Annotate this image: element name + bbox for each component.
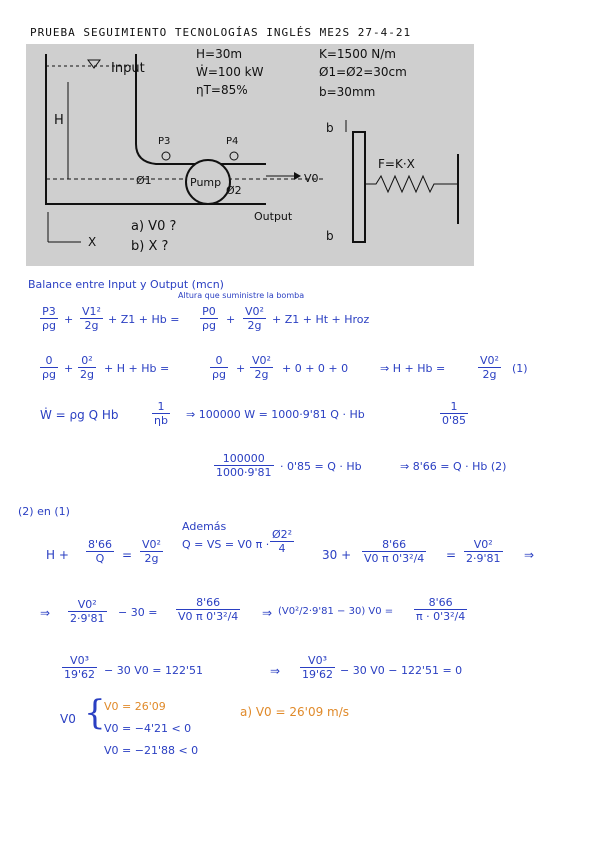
eq1-plus2: + (226, 313, 236, 326)
q-frac: $\frac{\text{Ø2²}}{4}$ (272, 528, 293, 555)
page-title: PRUEBA SEGUIMIENTO TECNOLOGÍAS INGLÉS ME2S 27-4-21 (30, 26, 412, 39)
eq2-frac-d: $\frac{\text{V0²}}{2g}$ (252, 354, 271, 381)
eq4-mid: · 0'85 = Q · Hb (280, 460, 362, 473)
eq2-result: ⇒ H + Hb = (380, 362, 446, 375)
eq1-frac-p3: $\frac{P3}{\rho g}$ (42, 305, 56, 332)
eq2-frac-c: $\frac{0}{\rho g}$ (212, 354, 226, 381)
q-expr: Q = VS = V0 π · (182, 538, 270, 551)
phi2-label: Ø2 (226, 184, 242, 197)
eq3-lhs: Ẇ = ρg Q Hb (40, 408, 119, 422)
b-label-top: b (326, 121, 334, 135)
eq2-mid: + H + Hb = (104, 362, 170, 375)
eq2-frac-b: $\frac{\text{0²}}{2g}$ (80, 354, 94, 381)
eq6-frac-a: $\frac{\text{V0²}}{2\cdot 9'81}$ (70, 598, 105, 625)
eq4-frac: $\frac{100000}{1000\cdot 9'81}$ (216, 452, 272, 479)
question-a: a) V0 ? (131, 219, 177, 234)
p3-label: P3 (158, 136, 171, 147)
p4-label: P4 (226, 136, 239, 147)
altura-note: Altura que suministre la bomba (178, 291, 305, 300)
answer-a: a) V0 = 26'09 m/s (240, 705, 350, 719)
eq5-eq2: = (446, 548, 457, 562)
eq7-frac-a: $\frac{\text{V0³}}{19'62}$ (64, 654, 96, 681)
b-label-bottom: b (326, 229, 334, 243)
eq3-rhs: ⇒ 100000 W = 1000·9'81 Q · Hb (186, 408, 365, 421)
given-b: b=30mm (319, 85, 376, 99)
eq1-frac-v1: $\frac{\text{V1²}}{2g}$ (82, 305, 101, 332)
eq2-zeros: + 0 + 0 + 0 (282, 362, 349, 375)
roots-brace: { (84, 693, 106, 733)
given-w: Ẇ=100 kW (196, 65, 264, 79)
sub-title: (2) en (1) (18, 505, 70, 518)
phi1-label: Ø1 (136, 174, 152, 187)
eq5-frac-b: $\frac{\text{V0²}}{2g}$ (142, 538, 161, 565)
eq6-implies2: ⇒ (262, 606, 273, 620)
given-eta: ηT=85% (196, 83, 248, 97)
eq1-frac-v0: $\frac{\text{V0²}}{2g}$ (245, 305, 264, 332)
eq1-plus: + (64, 313, 74, 326)
h-label: H (54, 113, 64, 128)
eq6-paren: (V0²/2·9'81 − 30) V0 = (278, 606, 394, 617)
eq3-frac-eta: $\frac{1}{\eta b}$ (154, 400, 168, 427)
roots-label: V0 (60, 712, 76, 726)
eq6-minus30: − 30 = (118, 606, 158, 619)
eq7-lhs: − 30 V0 = 122'51 (104, 664, 203, 677)
eq2-plus-c: + (236, 362, 246, 375)
eq2-plus-a: + (64, 362, 74, 375)
given-h: H=30m (196, 47, 243, 61)
eq2-frac-a: $\frac{0}{\rho g}$ (42, 354, 56, 381)
eq4-result: ⇒ 8'66 = Q · Hb (2) (400, 460, 507, 473)
eq2-tag: (1) (512, 362, 528, 375)
input-label: Input (111, 61, 145, 76)
p3-gauge-icon (162, 152, 170, 160)
spring-label: F=K·X (378, 157, 415, 171)
x-axis-label: X (88, 235, 97, 249)
eq5-frac-a: $\frac{8'66}{Q}$ (88, 538, 113, 565)
eq1-lhs-rest: + Z1 + Hb = (108, 313, 180, 326)
question-b: b) X ? (131, 239, 169, 254)
ademas-label: Además (182, 520, 227, 533)
v0-label: V0 (304, 172, 319, 185)
eq5-eq: = (122, 548, 133, 562)
given-k: K=1500 N/m (319, 47, 396, 61)
eq7-implies: ⇒ (270, 664, 281, 678)
eq5-30: 30 + (322, 548, 352, 562)
root-2: V0 = −4'21 < 0 (104, 722, 192, 735)
eq3-frac-085: $\frac{1}{0'85}$ (442, 400, 467, 427)
eq6-implies: ⇒ (40, 606, 51, 620)
eq5-implies: ⇒ (524, 548, 535, 562)
eq7-rhs: − 30 V0 − 122'51 = 0 (340, 664, 463, 677)
eq2-frac-result: $\frac{\text{V0²}}{2g}$ (480, 354, 499, 381)
eq5-h: H + (46, 548, 69, 562)
plate (353, 132, 365, 242)
eq5-frac-d: $\frac{\text{V0²}}{2\cdot 9'81}$ (466, 538, 501, 565)
balance-title: Balance entre Input y Output (mcn) (28, 278, 224, 291)
given-phi: Ø1=Ø2=30cm (319, 65, 407, 79)
level-triangle-icon (88, 60, 100, 68)
output-label: Output (254, 210, 293, 223)
eq6-frac-c: $\frac{8'66}{\text{π · 0'3²/4}}$ (416, 596, 466, 623)
eq5-frac-c: $\frac{8'66}{\text{V0 π 0'3²/4}}$ (364, 538, 425, 565)
root-3: V0 = −21'88 < 0 (104, 744, 199, 757)
problem-diagram (26, 44, 474, 266)
eq6-frac-b: $\frac{8'66}{\text{V0 π 0'3²/4}}$ (178, 596, 239, 623)
spring (365, 176, 458, 192)
root-1: V0 = 26'09 (104, 700, 166, 713)
eq1-rhs-rest: + Z1 + Ht + Hroz (272, 313, 370, 326)
eq1-frac-p0: $\frac{P0}{\rho g}$ (202, 305, 216, 332)
eq7-frac-b: $\frac{\text{V0³}}{19'62}$ (302, 654, 334, 681)
pump-label: Pump (190, 176, 222, 189)
p4-gauge-icon (230, 152, 238, 160)
diagram-svg (26, 44, 474, 266)
